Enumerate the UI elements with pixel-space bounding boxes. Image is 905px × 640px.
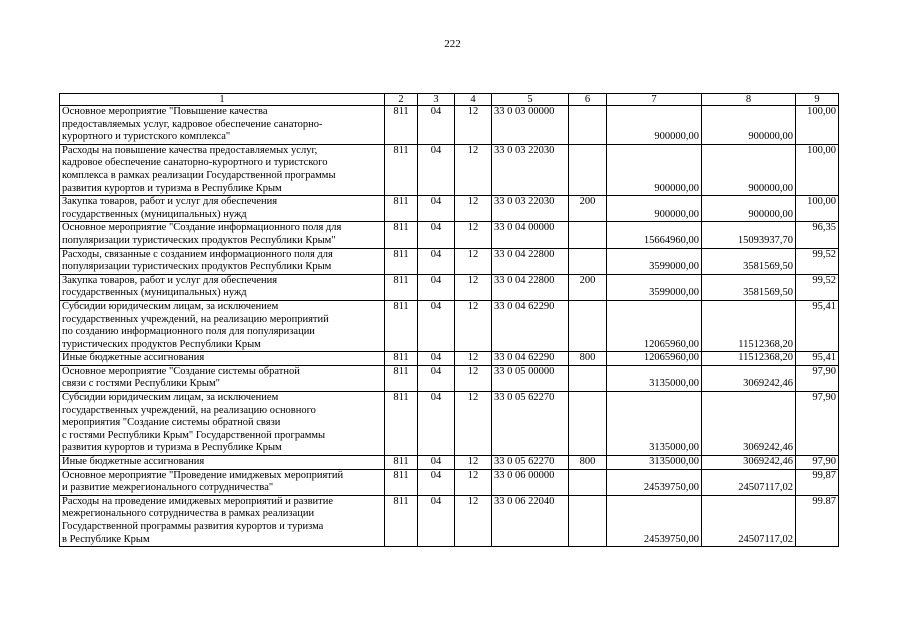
planned-amount-cell: 24539750,00	[607, 469, 702, 495]
row-name-cell: Расходы на повышение качества предоставляемых услуг, кадровое обеспечение санаторно-курортного и туристского комплекса в рамках реализации Государственной программы развития курортов и туризма в Республике Крым	[60, 144, 385, 195]
section-code-cell: 04	[418, 392, 455, 456]
target-article-cell: 33 0 04 62290	[492, 300, 569, 351]
ministry-code-cell: 811	[385, 222, 418, 248]
subsection-code-cell: 12	[455, 222, 492, 248]
execution-percent-cell: 97,90	[796, 392, 839, 456]
target-article-cell: 33 0 06 00000	[492, 469, 569, 495]
expense-type-cell: 800	[569, 352, 607, 366]
subsection-code-cell: 12	[455, 352, 492, 366]
expense-type-cell	[569, 106, 607, 145]
column-header: 2	[385, 94, 418, 106]
table-row	[60, 495, 839, 546]
expense-type-cell: 800	[569, 456, 607, 470]
ministry-code-cell: 811	[385, 469, 418, 495]
table-body	[60, 94, 839, 547]
target-article-cell: 33 0 04 00000	[492, 222, 569, 248]
execution-percent-cell: 97,90	[796, 365, 839, 391]
target-article-cell: 33 0 06 22040	[492, 495, 569, 546]
execution-percent-cell: 100,00	[796, 196, 839, 222]
executed-amount-cell: 3069242,46	[702, 392, 796, 456]
executed-amount-cell: 900000,00	[702, 196, 796, 222]
section-code-cell: 04	[418, 106, 455, 145]
executed-amount-cell: 3581569,50	[702, 248, 796, 274]
section-code-cell: 04	[418, 144, 455, 195]
ministry-code-cell: 811	[385, 495, 418, 546]
executed-amount-cell: 900000,00	[702, 144, 796, 195]
planned-amount-cell: 3135000,00	[607, 365, 702, 391]
planned-amount-cell: 24539750,00	[607, 495, 702, 546]
subsection-code-cell: 12	[455, 144, 492, 195]
executed-amount-cell: 15093937,70	[702, 222, 796, 248]
subsection-code-cell: 12	[455, 392, 492, 456]
ministry-code-cell: 811	[385, 248, 418, 274]
row-name-cell: Основное мероприятие "Проведение имиджевых мероприятий и развитие межрегионального сотрудничества"	[60, 469, 385, 495]
execution-percent-cell: 99,52	[796, 248, 839, 274]
target-article-cell: 33 0 03 22030	[492, 144, 569, 195]
column-header: 5	[492, 94, 569, 106]
target-article-cell: 33 0 05 62270	[492, 456, 569, 470]
row-name-cell: Расходы на проведение имиджевых мероприятий и развитие межрегионального сотрудничества в рамках реализации Государственной программы развития курортов и туризма в Республике Крым	[60, 495, 385, 546]
table-row	[60, 196, 839, 222]
target-article-cell: 33 0 04 22800	[492, 274, 569, 300]
budget-table	[59, 93, 839, 547]
expense-type-cell	[569, 392, 607, 456]
column-header: 9	[796, 94, 839, 106]
ministry-code-cell: 811	[385, 274, 418, 300]
section-code-cell: 04	[418, 469, 455, 495]
row-name-cell: Основное мероприятие "Создание системы обратной связи с гостями Республики Крым"	[60, 365, 385, 391]
executed-amount-cell: 3069242,46	[702, 456, 796, 470]
row-name-cell: Иные бюджетные ассигнования	[60, 352, 385, 366]
target-article-cell: 33 0 03 00000	[492, 106, 569, 145]
execution-percent-cell: 100,00	[796, 106, 839, 145]
table-row	[60, 106, 839, 145]
target-article-cell: 33 0 04 62290	[492, 352, 569, 366]
expense-type-cell	[569, 365, 607, 391]
ministry-code-cell: 811	[385, 300, 418, 351]
expense-type-cell: 200	[569, 274, 607, 300]
table-row	[60, 300, 839, 351]
section-code-cell: 04	[418, 456, 455, 470]
expense-type-cell: 200	[569, 196, 607, 222]
executed-amount-cell: 24507117,02	[702, 469, 796, 495]
expense-type-cell	[569, 469, 607, 495]
planned-amount-cell: 3135000,00	[607, 392, 702, 456]
row-name-cell: Закупка товаров, работ и услуг для обеспечения государственных (муниципальных) нужд	[60, 274, 385, 300]
ministry-code-cell: 811	[385, 106, 418, 145]
planned-amount-cell: 15664960,00	[607, 222, 702, 248]
planned-amount-cell: 3599000,00	[607, 248, 702, 274]
subsection-code-cell: 12	[455, 248, 492, 274]
planned-amount-cell: 12065960,00	[607, 300, 702, 351]
subsection-code-cell: 12	[455, 106, 492, 145]
ministry-code-cell: 811	[385, 365, 418, 391]
table-row	[60, 365, 839, 391]
ministry-code-cell: 811	[385, 456, 418, 470]
ministry-code-cell: 811	[385, 144, 418, 195]
target-article-cell: 33 0 05 00000	[492, 365, 569, 391]
executed-amount-cell: 900000,00	[702, 106, 796, 145]
column-header: 3	[418, 94, 455, 106]
execution-percent-cell: 100,00	[796, 144, 839, 195]
subsection-code-cell: 12	[455, 300, 492, 351]
section-code-cell: 04	[418, 365, 455, 391]
subsection-code-cell: 12	[455, 196, 492, 222]
planned-amount-cell: 12065960,00	[607, 352, 702, 366]
planned-amount-cell: 900000,00	[607, 106, 702, 145]
column-header: 4	[455, 94, 492, 106]
table-row	[60, 222, 839, 248]
section-code-cell: 04	[418, 248, 455, 274]
page-number: 222	[444, 38, 461, 50]
column-header: 8	[702, 94, 796, 106]
row-name-cell: Субсидии юридическим лицам, за исключением государственных учреждений, на реализацию мероприятий по созданию информационного поля для популяризации туристических продуктов Республики Крым	[60, 300, 385, 351]
ministry-code-cell: 811	[385, 196, 418, 222]
target-article-cell: 33 0 03 22030	[492, 196, 569, 222]
executed-amount-cell: 3069242,46	[702, 365, 796, 391]
planned-amount-cell: 3599000,00	[607, 274, 702, 300]
column-header: 7	[607, 94, 702, 106]
target-article-cell: 33 0 05 62270	[492, 392, 569, 456]
subsection-code-cell: 12	[455, 274, 492, 300]
expense-type-cell	[569, 248, 607, 274]
subsection-code-cell: 12	[455, 365, 492, 391]
column-header: 1	[60, 94, 385, 106]
row-name-cell: Субсидии юридическим лицам, за исключением государственных учреждений, на реализацию основного мероприятия "Создание системы обратной связи с гостями Республики Крым" Государственной программы развития курортов и туризма в Республике Крым	[60, 392, 385, 456]
subsection-code-cell: 12	[455, 456, 492, 470]
executed-amount-cell: 24507117,02	[702, 495, 796, 546]
table-row	[60, 392, 839, 456]
column-header: 6	[569, 94, 607, 106]
executed-amount-cell: 11512368,20	[702, 352, 796, 366]
planned-amount-cell: 900000,00	[607, 196, 702, 222]
section-code-cell: 04	[418, 222, 455, 248]
section-code-cell: 04	[418, 300, 455, 351]
execution-percent-cell: 95,41	[796, 300, 839, 351]
executed-amount-cell: 3581569,50	[702, 274, 796, 300]
table-row	[60, 144, 839, 195]
planned-amount-cell: 3135000,00	[607, 456, 702, 470]
table-row	[60, 352, 839, 366]
table-row	[60, 274, 839, 300]
execution-percent-cell: 99,52	[796, 274, 839, 300]
table-row	[60, 469, 839, 495]
executed-amount-cell: 11512368,20	[702, 300, 796, 351]
row-name-cell: Иные бюджетные ассигнования	[60, 456, 385, 470]
planned-amount-cell: 900000,00	[607, 144, 702, 195]
execution-percent-cell: 95,41	[796, 352, 839, 366]
subsection-code-cell: 12	[455, 495, 492, 546]
section-code-cell: 04	[418, 352, 455, 366]
execution-percent-cell: 99.87	[796, 495, 839, 546]
row-name-cell: Расходы, связанные с созданием информационного поля для популяризации туристических продуктов Республики Крым	[60, 248, 385, 274]
section-code-cell: 04	[418, 196, 455, 222]
subsection-code-cell: 12	[455, 469, 492, 495]
table-header-row	[60, 94, 839, 106]
expense-type-cell	[569, 495, 607, 546]
section-code-cell: 04	[418, 274, 455, 300]
table-row	[60, 456, 839, 470]
expense-type-cell	[569, 144, 607, 195]
table-row	[60, 248, 839, 274]
ministry-code-cell: 811	[385, 392, 418, 456]
target-article-cell: 33 0 04 22800	[492, 248, 569, 274]
expense-type-cell	[569, 300, 607, 351]
execution-percent-cell: 96,35	[796, 222, 839, 248]
expense-type-cell	[569, 222, 607, 248]
row-name-cell: Закупка товаров, работ и услуг для обеспечения государственных (муниципальных) нужд	[60, 196, 385, 222]
ministry-code-cell: 811	[385, 352, 418, 366]
execution-percent-cell: 97,90	[796, 456, 839, 470]
section-code-cell: 04	[418, 495, 455, 546]
row-name-cell: Основное мероприятие "Создание информационного поля для популяризации туристических продуктов Республики Крым"	[60, 222, 385, 248]
execution-percent-cell: 99,87	[796, 469, 839, 495]
row-name-cell: Основное мероприятие "Повышение качества предоставляемых услуг, кадровое обеспечение санаторно- курортного и туристского комплекса"	[60, 106, 385, 145]
